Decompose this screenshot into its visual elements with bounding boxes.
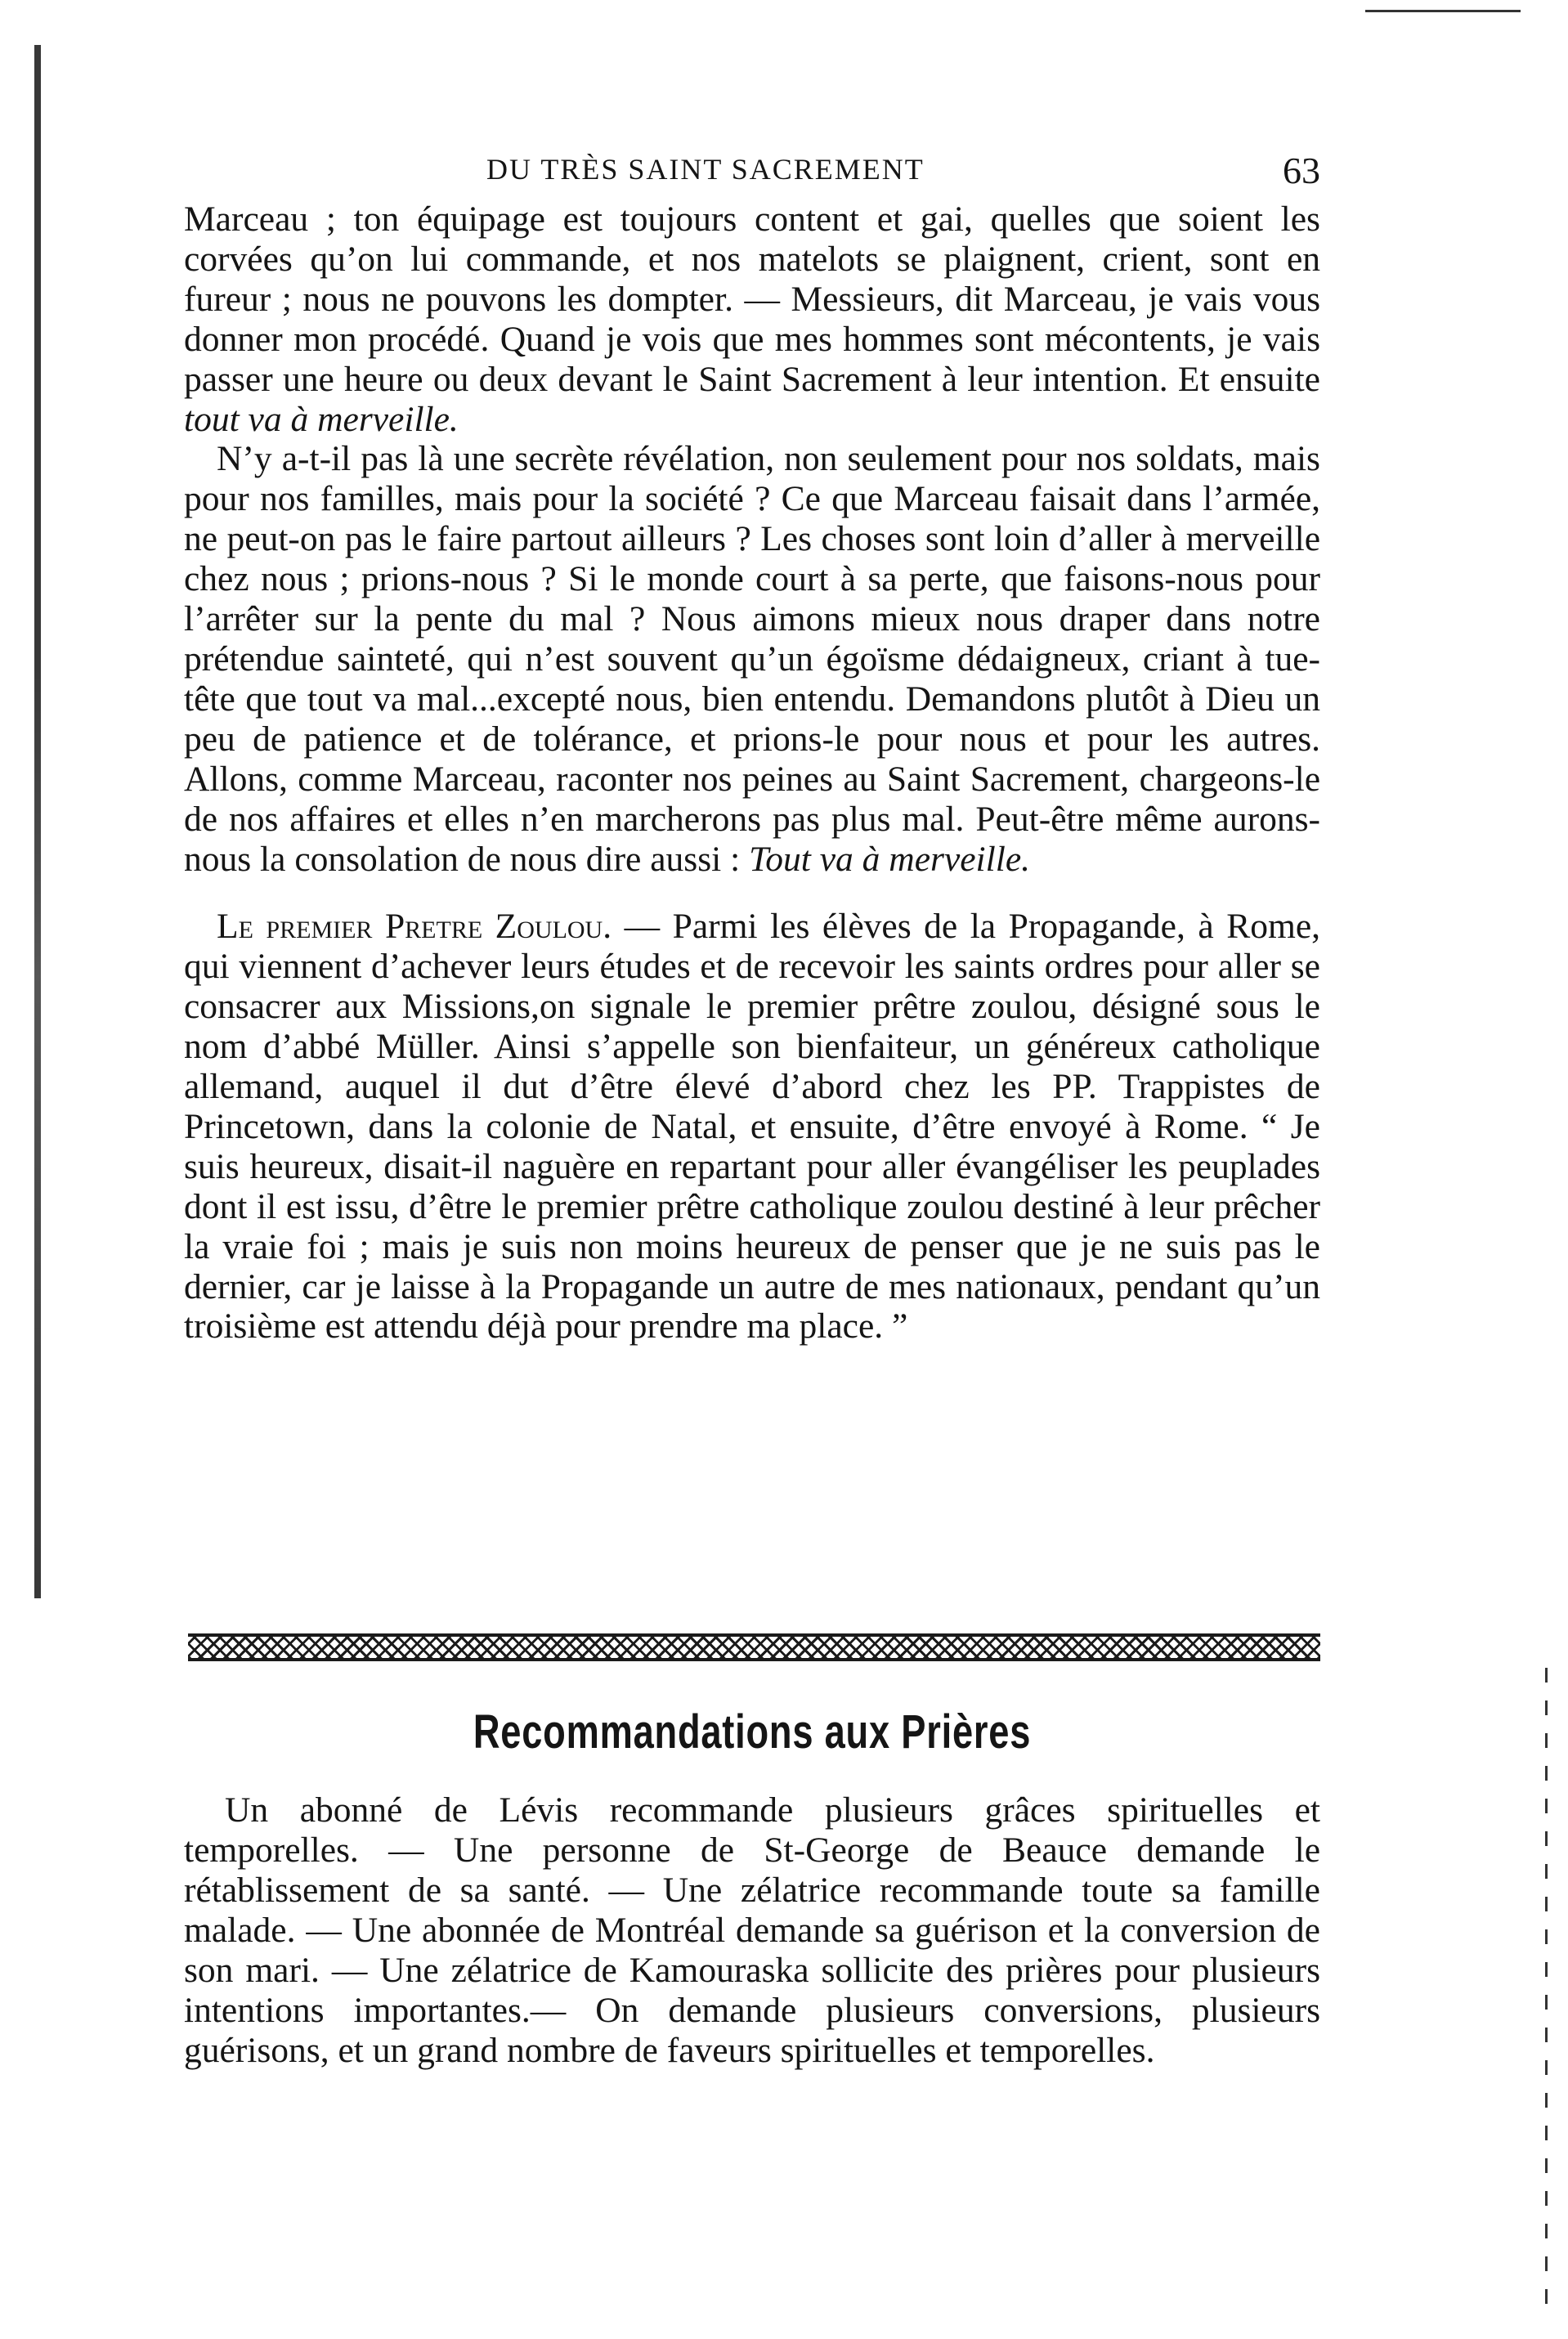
italic-phrase: tout va à merveille. [184, 399, 459, 439]
paragraph-text: Marceau ; ton équipage est toujours content et gai, quelles que soient les corvées qu’on lui commande, et nos matelots se plaignent, crient, sont en fureur ; nous ne pouvons les dompter. — Messieurs, dit Marceau, je vais vous donner mon procédé. Quand je vois que mes hommes sont mécontents, je vais passer une heure ou deux devant le Saint Sacrement à leur intention. Et ensuite [184, 199, 1320, 399]
ornamental-divider [188, 1633, 1320, 1661]
paragraph-revelation [184, 439, 1320, 879]
page-number: 63 [1283, 150, 1320, 191]
recommendations-paragraph: Un abonné de Lévis recommande plusieurs grâces spirituelles et temporelles. — Une personne de St-George de Beauce demande le rétablissement de sa santé. — Une zélatrice recommande toute sa famille malade. — Une abonnée de Montréal demande sa guérison et la conversion de son mari. — Une zélatrice de Kamouraska sollicite des prières pour plusieurs intentions importantes.— On demande plusieurs conversions, plusieurs guérisons, et un grand nombre de faveurs spirituelles et temporelles. [184, 1790, 1320, 2070]
paragraph-premier-pretre [184, 907, 1320, 1346]
top-rule [1365, 10, 1521, 12]
italic-phrase: Tout va à merveille. [749, 839, 1030, 879]
running-title: DU TRÈS SAINT SACREMENT [486, 153, 925, 186]
paragraph-text: — Parmi les élèves de la Propagande, à Rome, qui viennent d’achever leurs études et de recevoir les saints ordres pour aller se consacrer aux Missions,on signale le premier prêtre zoulou, désigné sous le nom d’abbé Müller. Ainsi s’appelle son bienfaiteur, un généreux catholique allemand, auquel il dut d’être élevé d’abord chez les PP. Trappistes de Princetown, dans la colonie de Natal, et ensuite, d’être envoyé à Rome. “ Je suis heureux, disait-il naguère en repartant pour aller évangéliser les peuplades dont il est issu, d’être le premier prêtre catholique zoulou destiné à leur prêcher la vraie foi ; mais je suis non moins heureux de penser que je ne suis pas le dernier, car je laisse à la Propagande un autre de mes nationaux, pendant qu’un troisième est attendu déjà pour prendre ma place. ” [184, 907, 1320, 1346]
paragraph-text: N’y a-t-il pas là une secrète révélation, non seulement pour nos soldats, mais pour nos familles, mais pour la société ? Ce que Marceau faisait dans l’armée, ne peut-on pas le faire partout ailleurs ? Les choses sont loin d’aller à merveille chez nous ; prions-nous ? Si le monde court à sa perte, que faisons-nous pour l’arrêter sur la pente du mal ? Nous aimons mieux nous draper dans notre prétendue sainteté, qui n’est souvent qu’un égoïsme dédaigneux, criant à tue-tête que tout va mal...excepté nous, bien entendu. Demandons plutôt à Dieu un peu de patience et de tolérance, et prions-le pour nous et pour les autres. Allons, comme Marceau, raconter nos peines au Saint Sacrement, chargeons-le de nos affaires et elles n’en marcherons pas plus mal. Peut-être même aurons-nous la consolation de nous dire aussi : [184, 439, 1320, 879]
section-title: Recommandations aux Prières [473, 1705, 1032, 1759]
article-body [184, 199, 1320, 1346]
running-header [184, 152, 1320, 193]
paragraph-heading: Le premier Pretre Zoulou. [217, 907, 612, 947]
scan-edge-left [34, 45, 41, 1598]
paragraph-marceau [184, 199, 1320, 439]
recommendations-body [184, 1790, 1320, 2071]
scan-edge-right [1545, 1668, 1548, 2305]
